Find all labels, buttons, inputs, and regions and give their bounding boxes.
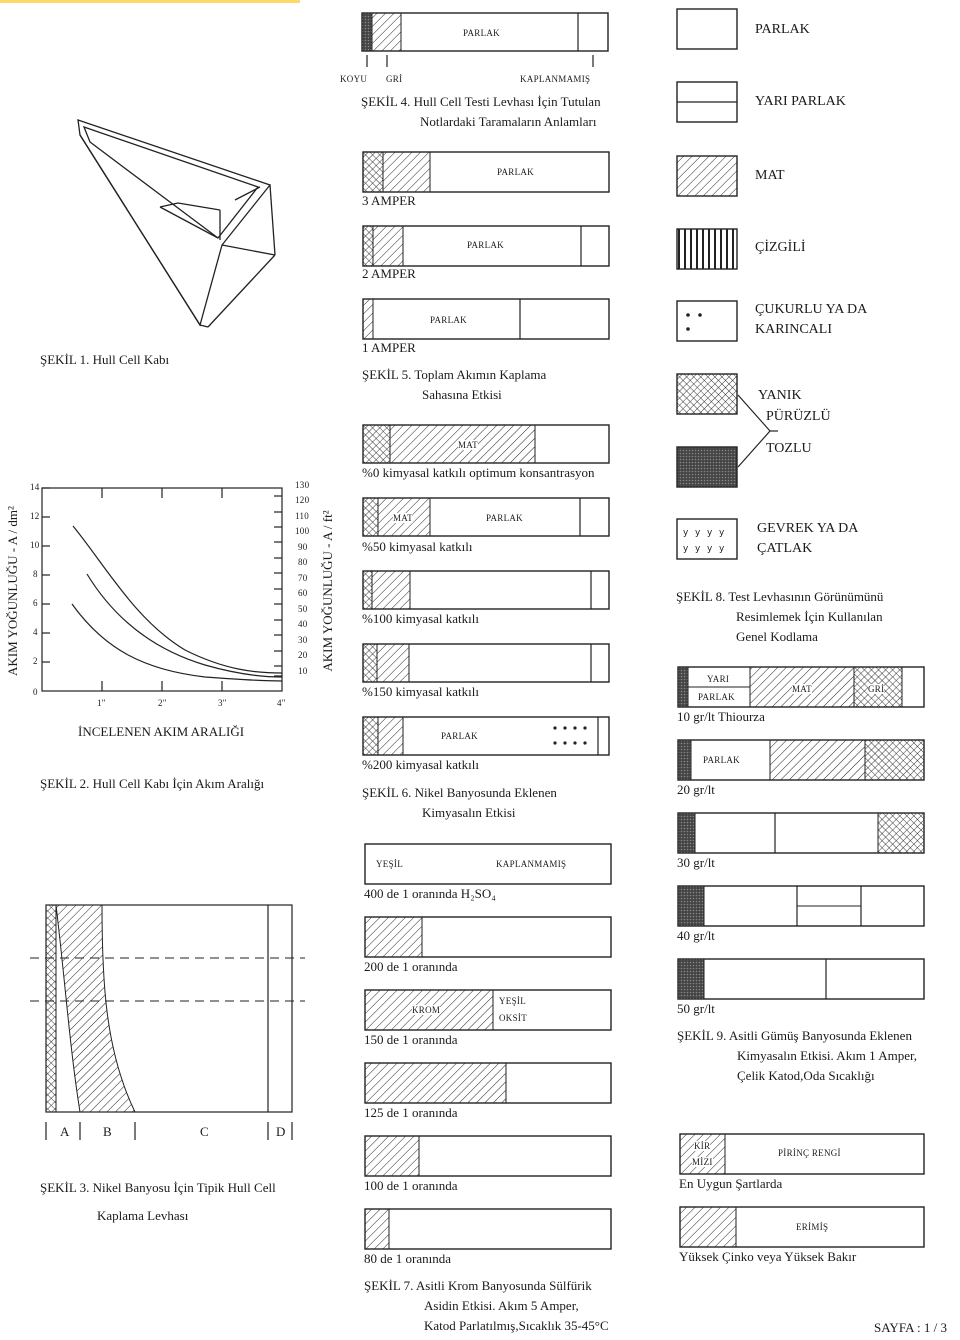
fig2-right-tick-50: 50 [298, 604, 308, 614]
svg-text:y: y [695, 528, 701, 538]
fig3-zone-a: A [60, 1124, 70, 1139]
fig9-plate-10-parlak: PARLAK [698, 692, 735, 702]
fig5-caption-line1: ŞEKİL 5. Toplam Akımın Kaplama [362, 367, 547, 382]
fig7-plate-100-label: 100 de 1 oranında [364, 1178, 458, 1193]
legend-swatch-gevrek [676, 518, 740, 562]
best-conditions-kir: KİR [694, 1141, 711, 1151]
fig2-x-tick-4: 4" [277, 698, 286, 708]
fig7-plate-150-label: 150 de 1 oranında [364, 1032, 458, 1047]
legend-label-gevrek: GEVREK YA DA [757, 521, 859, 536]
legend-bracket [738, 393, 778, 473]
page-number: SAYFA : 1 / 3 [874, 1320, 947, 1335]
fig6-caption-line1: ŞEKİL 6. Nikel Banyosunda Eklenen [362, 785, 557, 800]
high-zinc-copper-text: ERİMİŞ [796, 1222, 829, 1232]
legend-label-cizgili: ÇİZGİLİ [755, 240, 806, 255]
fig7-caption-line3: Katod Parlatılmış,Sıcaklık 35-45°C [424, 1318, 609, 1333]
fig5-plate-1-text: PARLAK [430, 315, 467, 325]
svg-text:y: y [695, 544, 701, 554]
fig9-plate-30-label: 30 gr/lt [677, 855, 715, 870]
legend-label-karincali: KARINCALI [755, 322, 832, 337]
legend-label-mat: MAT [755, 168, 785, 183]
fig3-plate-drawing [30, 900, 305, 1145]
fig6-plate-100pct-label: %100 kimyasal katkılı [362, 611, 479, 626]
fig2-x-tick-2: 2" [158, 698, 167, 708]
fig7-plate-80-label: 80 de 1 oranında [364, 1251, 452, 1266]
legend-swatch-yanik [676, 373, 740, 417]
fig6-plate-200pct-text: PARLAK [441, 731, 478, 741]
legend-swatch-cizgili [676, 228, 740, 272]
fig6-plate-200pct-label: %200 kimyasal katkılı [362, 757, 479, 772]
fig9-plate-10-yari: YARI [707, 674, 730, 684]
fig7-plate-150-oksit: OKSİT [499, 1013, 527, 1023]
fig4-gri-label: GRİ [386, 74, 403, 84]
fig2-right-tick-60: 60 [298, 588, 308, 598]
fig7-plate-150-yesil: YEŞİL [499, 996, 526, 1006]
fig5-plate-1-label: 1 AMPER [362, 340, 416, 355]
fig6-plate-150pct-label: %150 kimyasal katkılı [362, 684, 479, 699]
fig9-caption-line1: ŞEKİL 9. Asitli Gümüş Banyosunda Eklenen [677, 1028, 912, 1043]
fig4-kaplanmamis-label: KAPLANMAMIŞ [520, 74, 591, 84]
fig5-plate-2-text: PARLAK [467, 240, 504, 250]
fig7-plate-200-label: 200 de 1 oranında [364, 959, 458, 974]
fig2-right-tick-120: 120 [295, 495, 310, 505]
fig2-left-tick-2: 2 [33, 656, 38, 666]
fig2-right-tick-10: 10 [298, 666, 308, 676]
fig7-plate-80 [364, 1208, 614, 1250]
fig7-caption-line1: ŞEKİL 7. Asitli Krom Banyosunda Sülfürik [364, 1278, 592, 1293]
fig2-x-tick-3: 3" [218, 698, 227, 708]
fig2-right-tick-80: 80 [298, 557, 308, 567]
hull-cell-box-drawing [60, 115, 300, 330]
fig2-right-tick-130: 130 [295, 480, 310, 490]
fig2-right-tick-40: 40 [298, 619, 308, 629]
legend-swatch-yari-parlak [676, 81, 740, 125]
legend-swatch-parlak [676, 8, 740, 52]
legend-label-catlak: ÇATLAK [757, 541, 813, 556]
fig2-curve-middle [87, 574, 282, 677]
svg-text:y: y [683, 544, 689, 554]
fig7-plate-100 [364, 1135, 614, 1177]
fig6-plate-0pct-text: MAT [458, 440, 478, 450]
fig8-caption-line3: Genel Kodlama [736, 629, 818, 644]
fig5-plate-2-label: 2 AMPER [362, 266, 416, 281]
fig2-left-tick-8: 8 [33, 569, 38, 579]
fig2-left-tick-10: 10 [30, 540, 40, 550]
svg-text:y: y [707, 528, 713, 538]
fig6-plate-0pct-label: %0 kimyasal katkılı optimum konsantrasyon [362, 465, 595, 480]
fig7-plate-400-yesil: YEŞİL [376, 859, 403, 869]
legend-swatch-mat [676, 155, 740, 199]
fig2-caption: ŞEKİL 2. Hull Cell Kabı İçin Akım Aralığı [40, 776, 265, 791]
legend-swatch-tozlu [676, 446, 740, 490]
fig5-plate-3-text: PARLAK [497, 167, 534, 177]
fig7-plate-150 [364, 989, 614, 1031]
fig9-plate-10-label: 10 gr/lt Thiourza [677, 709, 765, 724]
fig4-plate [361, 12, 611, 70]
fig9-caption-line2: Kimyasalın Etkisi. Akım 1 Amper, [737, 1048, 918, 1063]
fig6-plate-100pct [362, 570, 612, 610]
fig4-caption-line1: ŞEKİL 4. Hull Cell Testi Levhası İçin Tutulan [361, 94, 601, 109]
fig6-plate-50pct-mat: MAT [393, 513, 413, 523]
fig2-right-tick-100: 100 [295, 526, 310, 536]
fig3-zone-c: C [200, 1124, 209, 1139]
fig6-caption-line2: Kimyasalın Etkisi [422, 805, 516, 820]
fig5-plate-3-label: 3 AMPER [362, 193, 416, 208]
fig6-plate-50pct-text: PARLAK [486, 513, 523, 523]
fig9-caption-line3: Çelik Katod,Oda Sıcaklığı [737, 1068, 875, 1083]
fig8-caption-line2: Resimlemek İçin Kullanılan [736, 609, 883, 624]
legend-label-yanik: YANIK [758, 388, 802, 403]
fig2-left-tick-14: 14 [30, 482, 40, 492]
fig3-caption-line2: Kaplama Levhası [97, 1208, 189, 1223]
fig7-plate-400-text: KAPLANMAMIŞ [496, 859, 567, 869]
fig2-right-tick-30: 30 [298, 635, 308, 645]
fig9-plate-40 [677, 885, 927, 927]
fig7-plate-200 [364, 916, 614, 958]
high-zinc-copper-label: Yüksek Çinko veya Yüksek Bakır [679, 1249, 857, 1264]
fig2-x-tick-1: 1" [97, 698, 106, 708]
fig7-plate-125 [364, 1062, 614, 1104]
fig2-left-tick-0: 0 [33, 687, 38, 697]
fig9-plate-10-gri: GRİ [868, 684, 885, 694]
fig2-right-axis-label: AKIM YOĞUNLUĞU - A / ft² [320, 510, 335, 672]
best-conditions-label: En Uygun Şartlarda [679, 1176, 783, 1191]
fig9-plate-50-label: 50 gr/lt [677, 1001, 715, 1016]
fig2-curve-lower [72, 604, 282, 681]
fig9-plate-20-label: 20 gr/lt [677, 782, 715, 797]
fig6-plate-200pct [362, 716, 612, 756]
fig2-right-tick-90: 90 [298, 542, 308, 552]
svg-text:y: y [707, 544, 713, 554]
fig9-plate-10-mat: MAT [792, 684, 812, 694]
fig2-left-tick-4: 4 [33, 627, 38, 637]
fig2-right-tick-70: 70 [298, 573, 308, 583]
fig1-caption: ŞEKİL 1. Hull Cell Kabı [40, 352, 170, 367]
fig2-left-tick-6: 6 [33, 598, 38, 608]
best-conditions-text: PİRİNÇ RENGİ [778, 1148, 841, 1158]
fig4-koyu-label: KOYU [340, 74, 368, 84]
fig9-plate-20-text: PARLAK [703, 755, 740, 765]
fig5-plate-1-amper [362, 298, 612, 340]
top-edge-strip [0, 0, 300, 3]
fig9-plate-40-label: 40 gr/lt [677, 928, 715, 943]
legend-swatch-cukurlu [676, 300, 740, 344]
svg-text:y: y [719, 528, 725, 538]
fig7-plate-400-label: 400 de 1 oranında H₂SO₄ [364, 886, 496, 901]
fig2-chart [25, 480, 325, 715]
fig3-zone-b: B [103, 1124, 112, 1139]
fig5-caption-line2: Sahasına Etkisi [422, 387, 502, 402]
fig7-plate-125-label: 125 de 1 oranında [364, 1105, 458, 1120]
fig2-right-tick-110: 110 [295, 511, 310, 521]
fig5-plate-3-amper [362, 151, 612, 193]
fig2-left-axis-label: AKIM YOĞUNLUĞU - A / dm² [5, 506, 20, 676]
fig4-parlak-label: PARLAK [463, 28, 500, 38]
fig9-plate-30 [677, 812, 927, 854]
fig2-x-axis-label: İNCELENEN AKIM ARALIĞI [78, 724, 245, 739]
fig7-caption-line2: Asidin Etkisi. Akım 5 Amper, [424, 1298, 579, 1313]
fig8-caption-line1: ŞEKİL 8. Test Levhasının Görünümünü [676, 589, 884, 604]
fig4-caption-line2: Notlardaki Taramaların Anlamları [420, 114, 597, 129]
fig2-left-tick-12: 12 [30, 511, 40, 521]
fig6-plate-150pct [362, 643, 612, 683]
legend-label-parlak: PARLAK [755, 22, 810, 37]
fig3-caption-line1: ŞEKİL 3. Nikel Banyosu İçin Tipik Hull Cell [40, 1180, 276, 1195]
fig7-plate-150-krom: KROM [412, 1005, 441, 1015]
fig3-zone-d: D [276, 1124, 286, 1139]
legend-label-yari-parlak: YARI PARLAK [755, 94, 846, 109]
fig9-plate-50 [677, 958, 927, 1000]
legend-label-puruzlu: PÜRÜZLÜ [766, 409, 831, 424]
best-conditions-mizi: MİZI [692, 1157, 713, 1167]
fig6-plate-50pct-label: %50 kimyasal katkılı [362, 539, 473, 554]
fig6-plate-0pct [362, 424, 612, 464]
legend-label-cukurlu: ÇUKURLU YA DA [755, 302, 868, 317]
svg-text:y: y [719, 544, 725, 554]
legend-label-tozlu: TOZLU [766, 441, 812, 456]
svg-text:y: y [683, 528, 689, 538]
fig2-right-tick-20: 20 [298, 650, 308, 660]
